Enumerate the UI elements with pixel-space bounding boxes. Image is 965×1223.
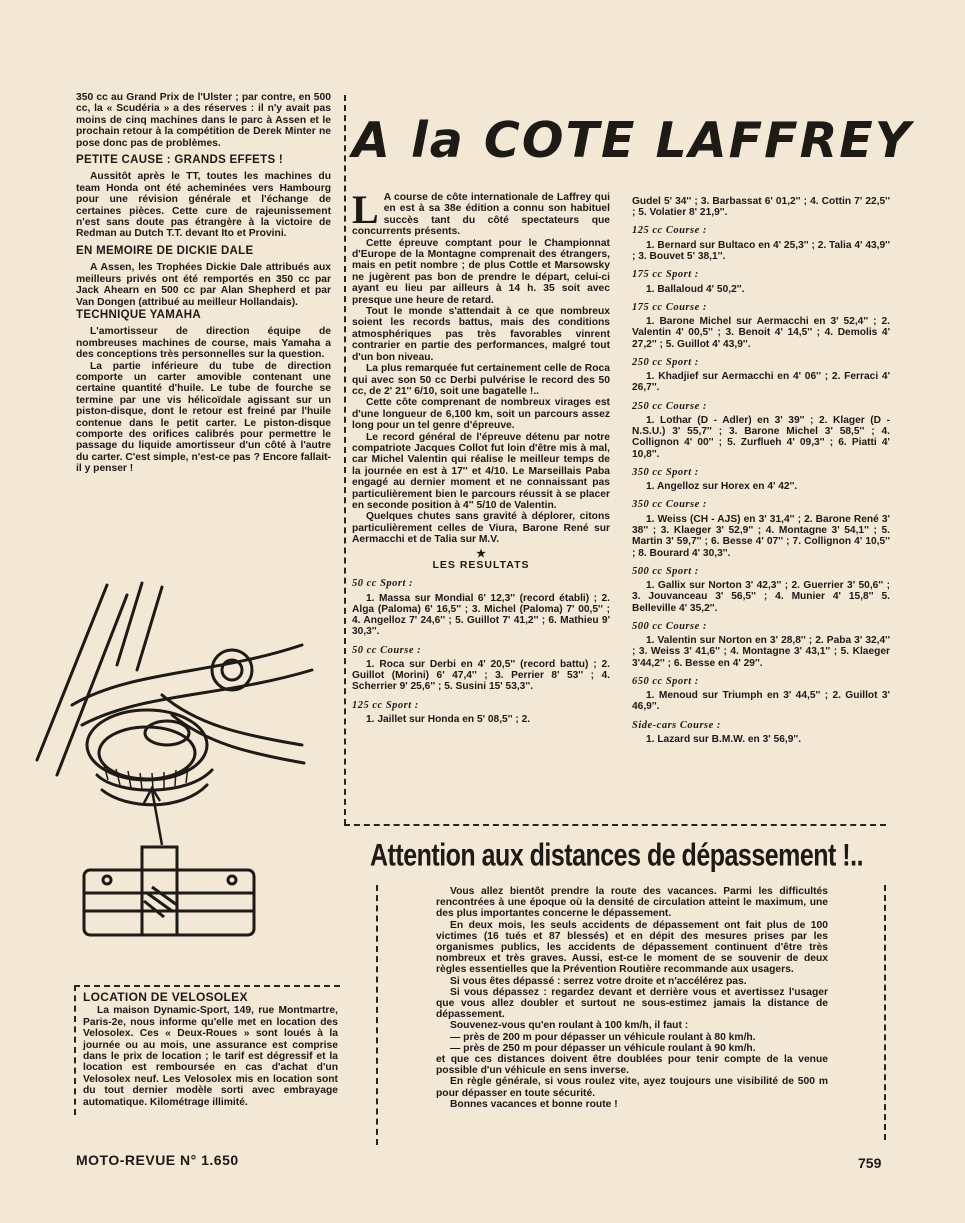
attention-paragraph: Souvenez-vous qu'en roulant à 100 km/h, il faut : [450,1020,689,1032]
star-ornament: ★ [476,547,486,560]
result-category: 500 cc Course : [632,620,707,632]
attention-bullet: — près de 250 m pour dépasser un véhicule roulant à 90 km/h. [450,1042,756,1054]
result-category: 50 cc Sport : [352,578,414,590]
result-entry: Gudel 5' 34'' ; 3. Barbassat 6' 01,2'' ; 4. Cottin 7' 22,5'' ; 5. Volatier 8' 21,9''. [632,196,890,219]
attention-bullet: — près de 200 m pour dépasser un véhicule roulant à 80 km/h. [450,1031,756,1043]
laffrey-paragraph: Tout le monde s'attendait à ce que nombreux soient les records battus, mais des conditions atmosphériques pas très favorables vinrent contrarier en partie des performances, malgré tout d'un bon niveau. [352,306,610,363]
attention-paragraph: et que ces distances doivent être doublées pour tenir compte de la venue possible d'un véhicule en sens inverse. [436,1054,828,1077]
result-category: 250 cc Course : [632,400,707,412]
result-category: Side-cars Course : [632,719,721,731]
attention-title: Attention aux distances de dépassement !.. [370,838,864,873]
result-category: 125 cc Course : [632,225,707,237]
result-entry: 1. Lazard sur B.M.W. en 3' 56,9''. [646,733,802,745]
result-category: 250 cc Sport : [632,356,699,368]
result-entry: 1. Gallix sur Norton 3' 42,3'' ; 2. Guerrier 3' 50,6'' ; 3. Jouvanceau 3' 56,5'' ; 4. Munier 4' 15,8'' 5. Belleville 4' 35,2''. [632,580,890,614]
laffrey-paragraph: Le record général de l'épreuve détenu par notre compatriote Jacques Collot fut loin d'être mis à mal, car Michel Valentin qui réalise le meilleur temps de la journée en est à 17'' et 4/10. Le Marseillais Paba engagé au dernier moment et ne connaissant pas particulièrement bien le parcours réussit à se placer en seconde position à 4'' 5/10 de Valentin. [352,431,610,511]
attention-paragraph: En deux mois, les seuls accidents de dépassement ont fait plus de 100 victimes (16 tués et 87 blessés) et en dépit des mesures prises par les organismes publics, les accidents de dépassement continuent d'être très nombreux et très graves. Aussi, est-ce le moment de se souvenir de deux règles essentielles que la Prévention Routière recommande aux usagers. [436,919,828,976]
left-column [76,92,331,475]
attention-paragraph: Bonnes vacances et bonne route ! [450,1098,618,1110]
result-entry: 1. Bernard sur Bultaco en 4' 25,3'' ; 2. Talia 4' 43,9'' ; 3. Bouvet 5' 38,1''. [632,239,890,263]
attention-paragraph: Si vous êtes dépassé : serrez votre droite et n'accélérez pas. [450,975,747,987]
velosolex-box [74,985,340,1115]
laffrey-column-1 [352,187,610,726]
result-entry: 1. Menoud sur Triumph en 3' 44,5'' ; 2. Guillot 3' 46,9''. [632,690,890,713]
attention-paragraph: Si vous dépassez : regardez devant et derrière vous et avertissez l'usager que vous allez doubler et surtout ne sous-estimez jamais la distance de dépassement. [436,986,828,1021]
result-entry: 1. Jaillet sur Honda en 5' 08,5'' ; 2. [366,714,531,726]
section-heading: EN MEMOIRE DE DICKIE DALE [76,244,254,257]
attention-body [436,886,828,1110]
laffrey-paragraph: Cette côte comprenant de nombreux virages est d'une longueur de 6,100 km, soit un parcours assez long pour un tel genre d'épreuve. [352,397,610,432]
intro-paragraph: 350 cc au Grand Prix de l'Ulster ; par contre, en 500 cc, la « Scudéria » a des réserves : il n'y avait pas moins de cinq machines dans le parc à Assen et le prochain retour à la compétition de Derek Minter ne pose donc pas de problèmes. [76,92,331,149]
result-category: 125 cc Sport : [352,699,419,711]
result-category: 175 cc Sport : [632,269,699,281]
laffrey-bottom-rule [344,824,886,826]
laffrey-paragraph: Cette épreuve comptant pour le Championnat d'Europe de la Montagne comprenait des étrangers, mais en petit nombre ; de plus Cottle et Marsowsky ne jugèrent pas bon de prendre le départ, celui-ci ayant eu lieu par ailleurs à 14 h. 35 soit avec presque une heure de retard. [352,237,610,306]
attention-right-rule [884,885,886,1140]
result-category: 175 cc Course : [632,301,707,313]
section-heading: PETITE CAUSE : GRANDS EFFETS ! [76,154,284,167]
laffrey-paragraph: La plus remarquée fut certainement celle de Roca qui avec son 50 cc Derbi pulvérise le record des 50 cc, de 2' 21'' 6/10, soit une bagatelle !.. [352,363,610,397]
result-entry: 1. Lothar (D - Adler) en 3' 39'' ; 2. Klager (D - N.S.U.) 3' 55,7'' ; 3. Barone Michel 3' 58,5'' ; 4. Collignon 4' 00'' ; 5. Zurflueh 4' 09,3'' ; 6. Piatti 4' 10,8''. [632,415,890,460]
yamaha-damper-illustration [12,575,338,960]
result-entry: 1. Barone Michel sur Aermacchi en 3' 52,4'' ; 2. Valentin 4' 00,5'' ; 3. Benoit 4' 14,5'' ; 4. Demolis 4' 27,2'' ; 5. Guillot 4' 43,9''. [632,316,890,350]
dropcap-letter: L [352,187,379,232]
result-category: 500 cc Sport : [632,565,699,577]
section-heading: TECHNIQUE YAMAHA [76,308,201,321]
attention-paragraph: Vous allez bientôt prendre la route des vacances. Parmi les difficultés rencontrées à une époque où la densité de circulation atteint le maximum, une des plus importantes concerne le dépassement. [436,886,828,920]
attention-paragraph: En règle générale, si vous roulez vite, ayez toujours une visibilité de 500 m pour dépasser en toute sécurité. [436,1076,828,1099]
velosolex-paragraph: La maison Dynamic-Sport, 149, rue Montmartre, Paris-2e, nous informe qu'elle met en location des Velosolex. Ces « Deux-Roues » sont loués à la journée ou au mois, une assurance est comprise dans le prix de location ; le tarif est dégressif et la location est remboursée en cas d'achat d'un Velosolex neuf. Les Velosolex mis en location sont du tout dernier modèle sorti avec embrayage automatique. Kilométrage illimité. [83,1005,338,1108]
laffrey-left-rule [344,95,346,825]
results-heading: LES RESULTATS [432,559,530,571]
velosolex-heading: LOCATION DE VELOSOLEX [83,990,248,1004]
footer-publication: MOTO-REVUE N° 1.650 [76,1152,239,1168]
result-category: 650 cc Sport : [632,675,699,687]
section-paragraph: L'amortisseur de direction équipe de nombreuses machines de course, mais Yamaha a des conceptions très personnelles sur la question. [76,326,331,361]
section-paragraph: Aussitôt après le TT, toutes les machines du team Honda ont été acheminées vers Hambourg pour une révision générale et l'échange de certaines pièces. Cette cure de rajeunissement n'est sans doute pas étrangère à la victoire de Redman au Dutch T.T. devant Ito et Provini. [76,171,331,240]
result-category: 350 cc Sport : [632,466,699,478]
attention-left-rule [376,885,378,1145]
result-entry: 1. Massa sur Mondial 6' 12,3'' (record établi) ; 2. Alga (Paloma) 6' 16,5'' ; 3. Michel (Paloma) 7' 00,5'' ; 4. Angelloz 7' 24,6'' ; 5. Guillot 7' 41,2'' ; 6. Mathieu 9' 30,3''. [352,592,610,638]
result-category: 350 cc Course : [632,499,707,511]
result-entry: 1. Roca sur Derbi en 4' 20,5'' (record battu) ; 2. Guillot (Morini) 6' 47,4'' ; 3. Perrier 8' 53'' ; 4. Scherrier 9' 25,6'' ; 5. Susini 15' 53,3''. [352,659,610,693]
laffrey-paragraph: A course de côte internationale de Laffrey qui en est à sa 38e édition a connu son habituel succès tant du côté spectateurs que concurrents présents. [352,192,610,238]
result-entry: 1. Valentin sur Norton en 3' 28,8'' ; 2. Paba 3' 32,4'' ; 3. Weiss 3' 41,6'' ; 4. Montagne 3' 43,1'' ; 5. Klaeger 3'44,2'' ; 6. Besse en 4' 29''. [632,635,890,669]
section-paragraph: A Assen, les Trophées Dickie Dale attribués aux meilleurs privés ont été remportés en 350 cc par Jack Ahearn en 500 cc par Alan Shepherd et par Van Dongen (attribué au meilleur Hollandais). [76,262,331,308]
laffrey-paragraph: Quelques chutes sans gravité à déplorer, citons particulièrement celles de Viura, Barone René sur Aermacchi et de Talia sur M.V. [352,511,610,546]
result-entry: 1. Weiss (CH - AJS) en 3' 31,4'' ; 2. Barone René 3' 38'' ; 3. Klaeger 3' 52,9'' ; 4. Montagne 3' 54,1'' ; 5. Martin 3' 59,7'' ; 6. Besse 4' 07'' ; 7. Collignon 4' 10,5'' ; 8. Bourard 4' 30,3''. [632,513,890,559]
result-category: 50 cc Course : [352,644,422,656]
footer-page-number: 759 [858,1155,882,1171]
section-paragraph: La partie inférieure du tube de direction comporte un carter amovible contenant une certaine quantité d'huile. Le tube de fourche se termine par une vis hélicoïdale agissant sur un piston-disque, dont le retour est freiné par l'huile contenue dans le petit carter. Le piston-disque comporte des orifices calibrés pour permettre le passage du liquide amortisseur d'un côté à l'autre du carter. C'est simple, n'est-ce pas ? Encore fallait-il y penser ! [76,360,331,475]
laffrey-column-2 [632,196,890,745]
result-entry: 1. Ballaloud 4' 50,2''. [646,283,745,295]
result-entry: 1. Khadjief sur Aermacchi en 4' 06'' ; 2. Ferraci 4' 26,7''. [632,371,890,394]
result-entry: 1. Angelloz sur Horex en 4' 42''. [646,481,798,493]
laffrey-title: A la COTE LAFFREY [352,112,913,169]
